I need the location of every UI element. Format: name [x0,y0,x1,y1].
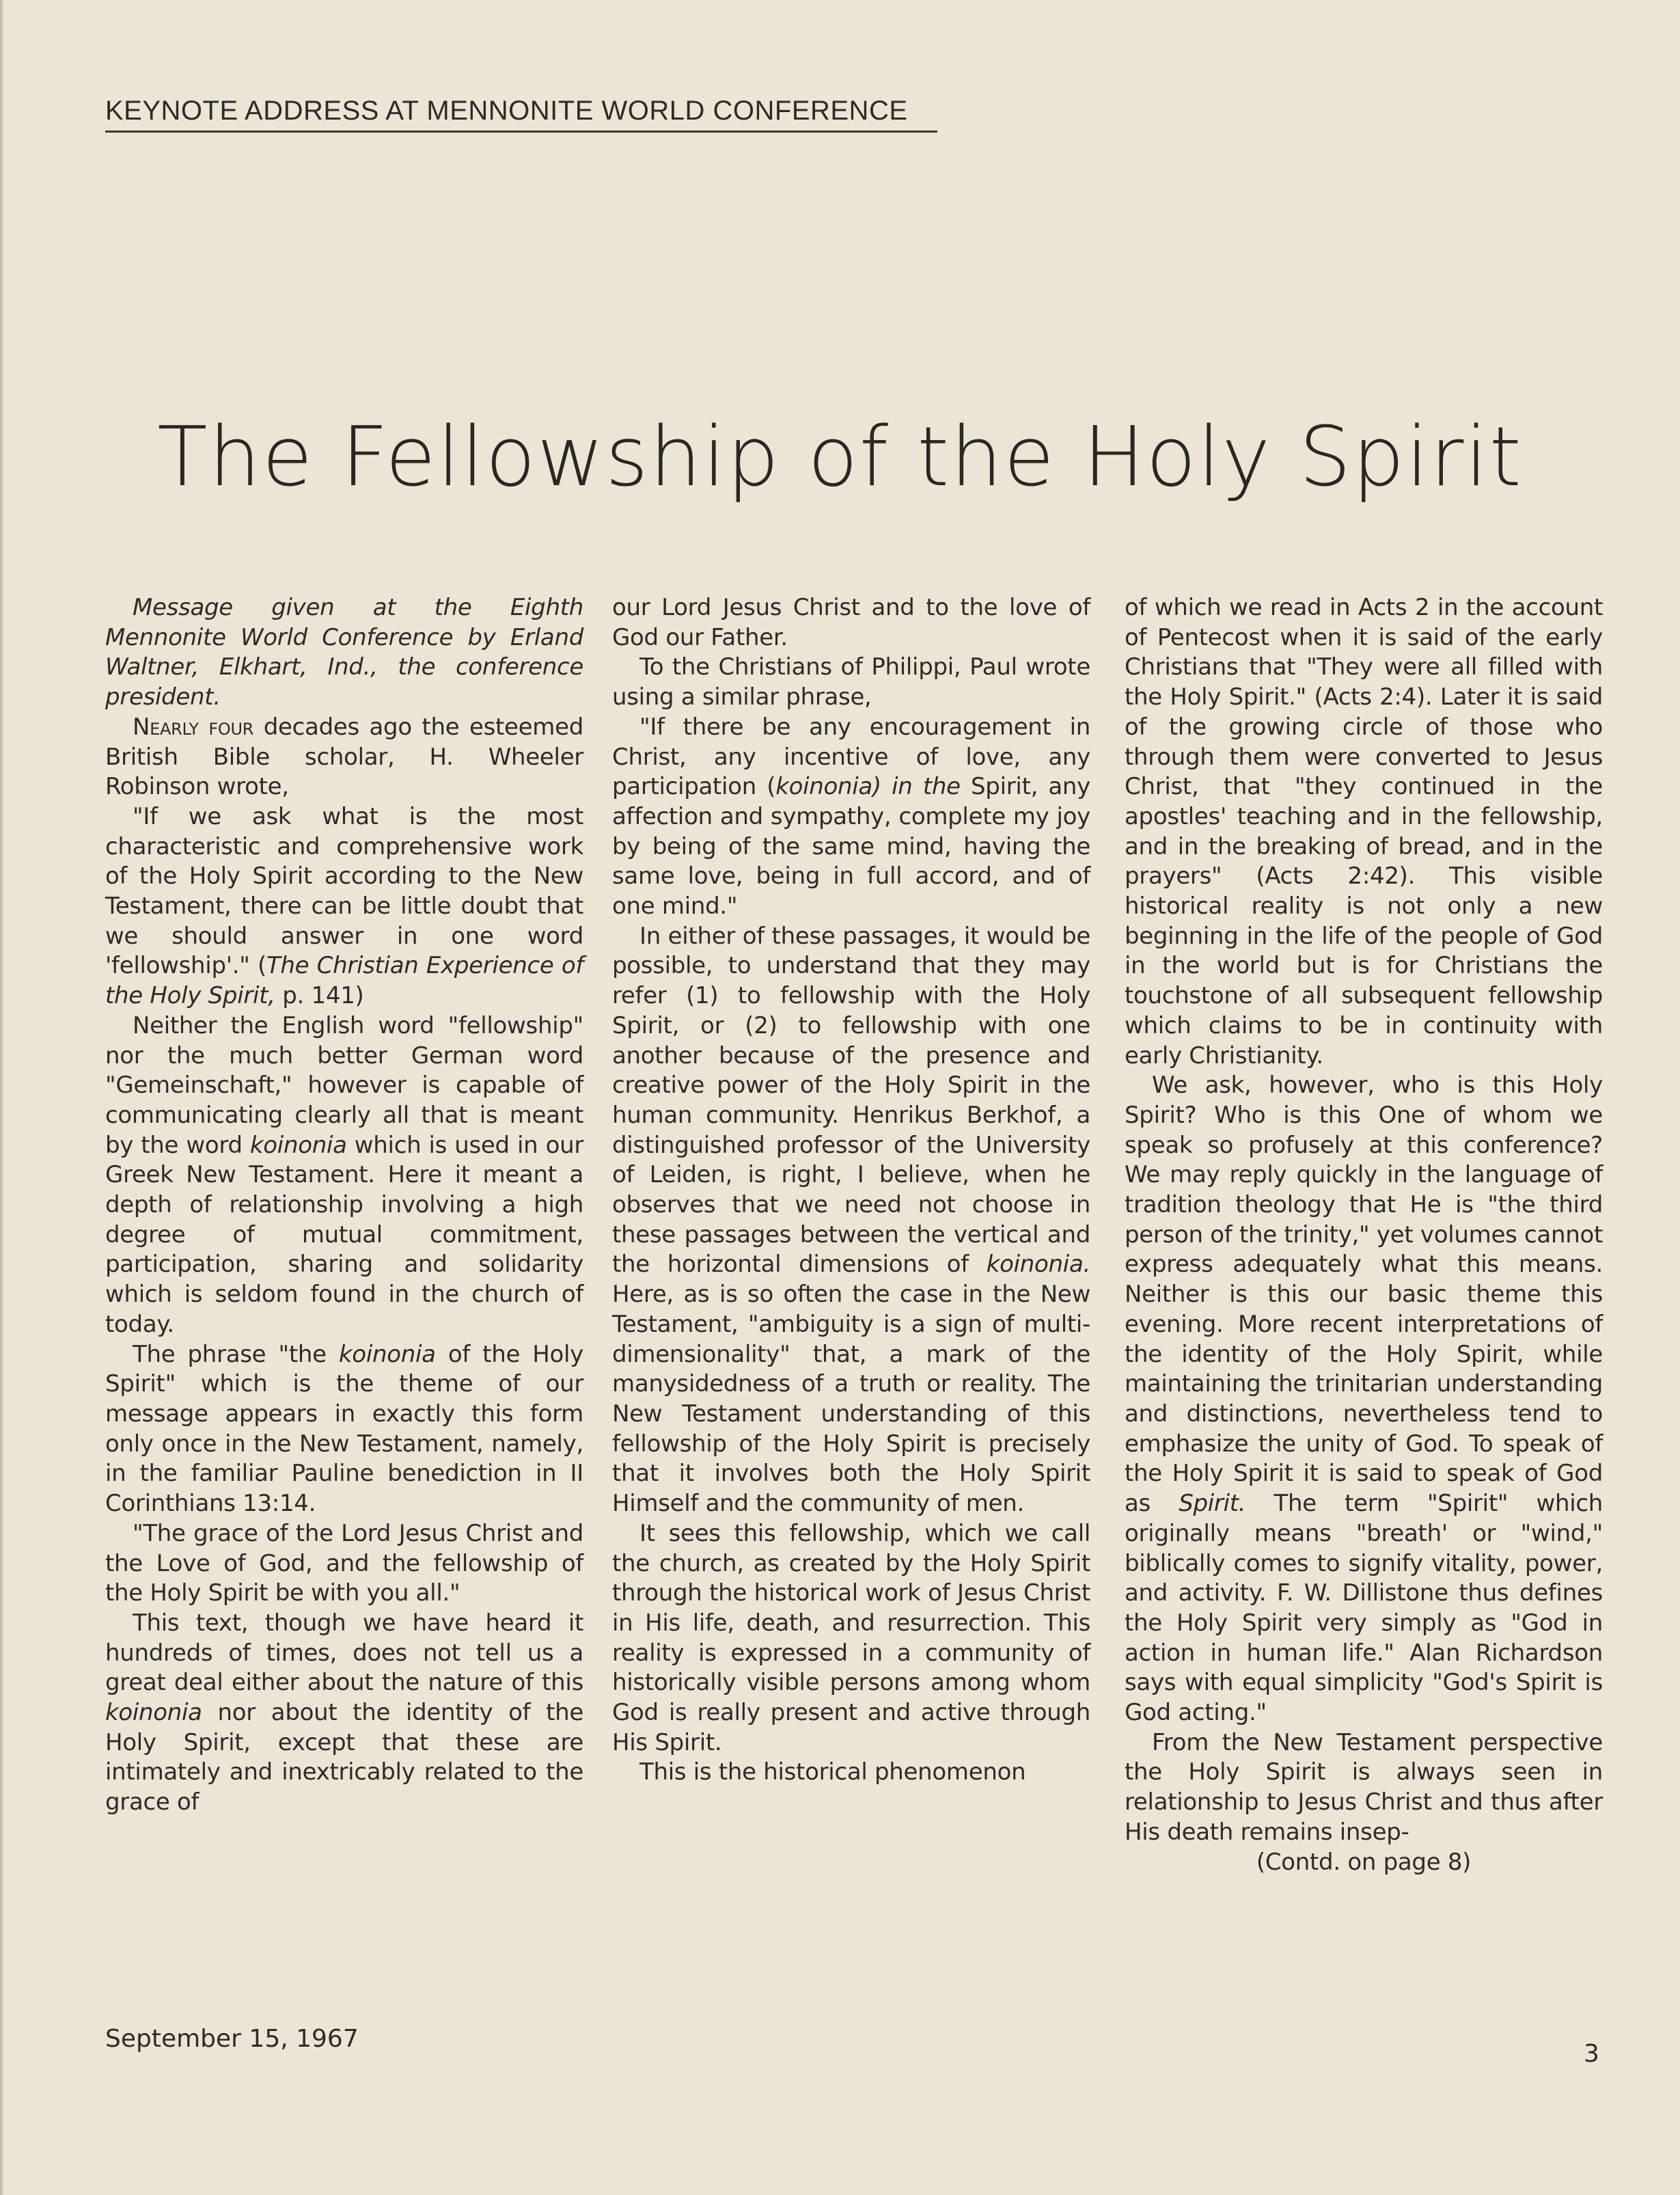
quotation: "The grace of the Lord Jesus Christ and the Love of God, and the fellowship of the Holy Spirit be with you all." [105,1519,583,1607]
running-header: KEYNOTE ADDRESS AT MENNONITE WORLD CONFERENCE [105,96,937,133]
paragraph: of which we read in Acts 2 in the account of Pentecost when it is said of the early Christians that "They were all filled with the Holy Spirit." (Acts 2:4). Later it is said of the growing circle of those who through them were converted to Jesus Christ, that "they continued in the apostles' teaching and in the fellowship, and in the breaking of bread, and in the prayers" (Acts 2:42). This visible historical reality is not only a new beginning in the life of the people of God in the world but is for Christians the touchstone of all subsequent fellowship which claims to be in continuity with early Christianity. [1125,594,1603,1069]
lead-in: Nearly four [133,713,254,741]
text: decades ago the esteemed British Bible scholar, H. Wheeler Robinson wrote, [105,713,583,801]
text: Here, as is so often the case in the New Testament, "ambiguity is a sign of multi-dimensionality" that, a mark of the manysidedness of a truth or reality. The New Testament understanding of this fellowship of the Holy Spirit is precisely that it involves both the Holy Spirit Himself and the community of men. [612,1281,1090,1518]
term: koinonia [775,773,872,801]
term: koinonia [338,1340,436,1368]
text: which is used in our Greek New Testament. Here it meant a depth of relationship involving a high degree of mutual commitment, participation, sharing and solidarity which is seldom found in the church of today. [105,1131,583,1338]
text: "If we ask what is the most characteristic and comprehensive work of the Holy Spirit according to the New Testament, there can be little doubt that we should answer in one word 'fellowship'." ( [105,802,583,980]
column-1 [105,593,583,1818]
text: The phrase "the [133,1340,339,1368]
issue-date: September 15, 1967 [105,2025,359,2053]
paragraph: From the New Testament perspective the Holy Spirit is always seen in relationship to Jesus Christ and thus after His death remains insep- [1125,1728,1603,1846]
text: This text, though we have heard it hundreds of times, does not tell us a great deal either about the nature of this [105,1609,583,1697]
paragraph [612,922,1090,1519]
page-number: 3 [1584,2040,1599,2068]
paragraph: This is the historical phenomenon [639,1758,1026,1786]
column-3 [1125,593,1603,1877]
quotation [105,802,583,1011]
text: Spirit, any affection and sympathy, complete my joy by being of the same mind, having the same love, being in full accord, and of one mind." [612,773,1090,921]
paragraph: our Lord Jesus Christ and to the love of God our Father. [612,594,1090,651]
term: Spirit. [1179,1490,1246,1518]
paragraph [105,1340,583,1519]
text: "If there be any encouragement in Christ, any incentive of love, any participation ( [612,713,1090,801]
term: koinonia [105,1699,202,1727]
paragraph: It sees this fellowship, which we call the church, as created by the Holy Spirit through the historical work of Jesus Christ in His life, death, and resurrection. This reality is expressed in a community of historically visible persons among whom God is really present and active through His Spirit. [612,1519,1090,1756]
term: koinonia [249,1131,347,1159]
term: koinonia. [986,1251,1090,1279]
text: Neither the English word "fellowship" nor the much better German word "Gemeinschaft," however is capable of communicating clearly all that is meant by the word [105,1011,583,1159]
text: of the Holy Spirit" which is the theme of our message appears in exactly this form only once in the New Testament, namely, in the familiar Pauline benediction in II Corinthians 13:14. [105,1340,584,1518]
quotation [612,713,1090,922]
intro-note: Message given at the Eighth Mennonite World Conference by Erland Waltner, Elkhart, Ind., the conference president. [105,594,583,711]
paragraph [105,1011,583,1340]
citation: The Christian Experience of the Holy Spirit, [105,952,583,1010]
continued-note: (Contd. on page 8) [1256,1848,1472,1876]
text: In either of these passages, it would be possible, to understand that they may refer (1) to fellowship with the Holy Spirit, or (2) to fellowship with one another because of the presence and creative power of the Holy Spirit in the human community. Henrikus Berkhof, a distinguished professor of the University of Leiden, is right, I believe, when he observes that we need not choose in these passages between the vertical and the horizontal dimensions of [612,922,1090,1279]
paragraph [105,713,583,802]
paragraph [1125,1071,1603,1728]
text: We ask, however, who is this Holy Spirit? Who is this One of whom we speak so profusely at this conference? We may reply quickly in the language of tradition theology that He is "the third person of the trinity," yet volumes cannot express adequately what this means. Neither is this our basic theme this evening. More recent interpretations of the identity of the Holy Spirit, while maintaining the trinitarian understanding and distinctions, nevertheless tend to emphasize the unity of God. To speak of the Holy Spirit it is said to speak of God as [1125,1072,1603,1518]
article-title: The Fellowship of the Holy Spirit [157,410,1523,505]
paragraph: To the Christians of Philippi, Paul wrote using a similar phrase, [612,653,1090,711]
paragraph [105,1609,583,1818]
text: nor about the identity of the Holy Spirit, except that these are intimately and inextricably related to the grace of [105,1699,583,1816]
text: p. 141) [275,982,364,1010]
text: ) in the [872,773,961,801]
page-spine-shadow [0,0,4,2195]
column-2 [612,593,1090,1788]
text: The term "Spirit" which originally means "breath' or "wind," biblically comes to signify vitality, power, and activity. F. W. Dillistone thus defines the Holy Spirit very simply as "God in action in human life." Alan Richardson says with equal simplicity "God's Spirit is God acting." [1125,1490,1603,1727]
